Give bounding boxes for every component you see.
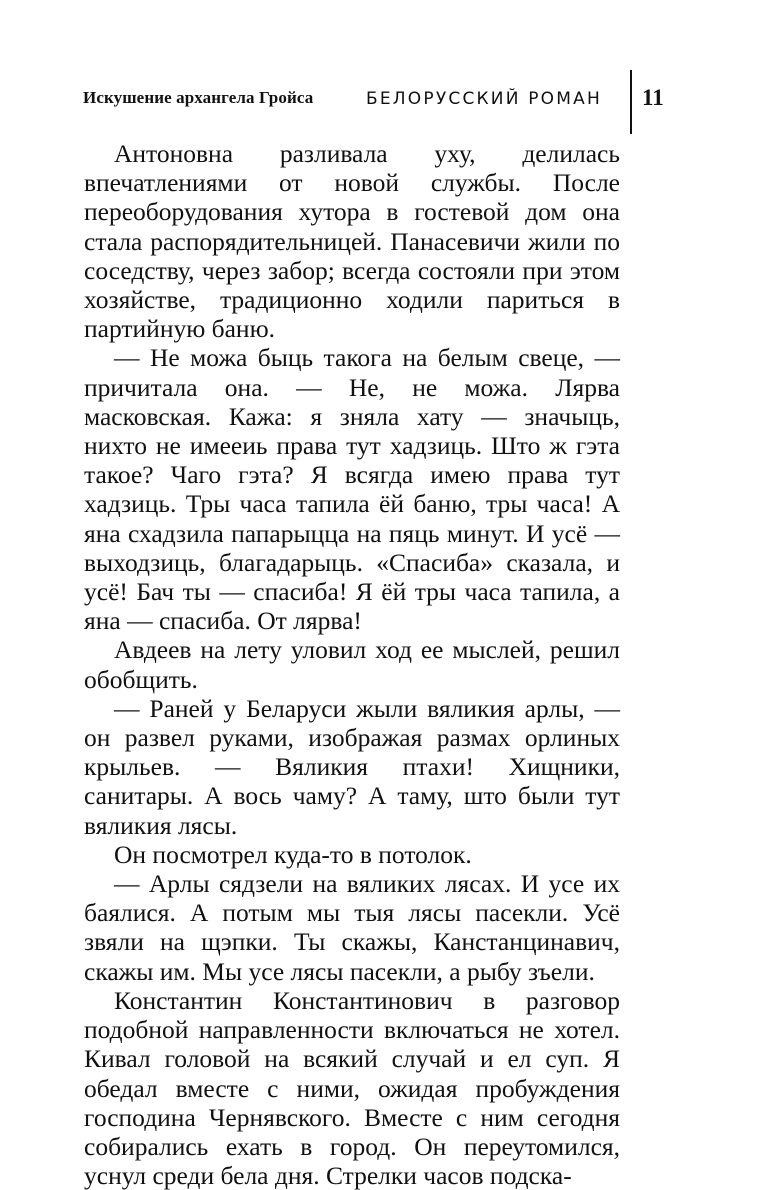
paragraph: — Раней у Беларуси жыли вяликия арлы, — он развел руками, изображая размах орлиных крыльев. — Вяликия птахи! Хищники, санитары. А вось чаму? А таму, што были тут вяликия лясы. [84,693,620,840]
running-title: Искушение архангела Гройса [83,88,314,107]
series-title: БЕЛОРУССКИЙ РОМАН [366,89,602,109]
page-header [0,0,768,140]
paragraph: Он посмотрел куда-то в потолок. [114,839,472,869]
body-text [84,139,620,1190]
header-divider [630,70,632,134]
paragraph: — Арлы сядзели на вяликих лясах. И усе их баялися. А потым мы тыя лясы пасекли. Усё звяли на щэпки. Ты скажы, Канстанцинавич, скажы им. Мы усе лясы пасекли, а рыбу зъели. [84,869,620,986]
paragraph: Антоновна разливала уху, делилась впечатлениями от новой службы. После переоборудования хутора в гостевой дом она стала распорядительницей. Панасевичи жили по соседству, через забор; всегда состояли при этом хозяйстве, традиционно ходили париться в партийную баню. [84,139,620,344]
paragraph: Авдеев на лету уловил ход ее мыслей, решил обобщить. [84,635,620,694]
paragraph: Константин Константинович в разговор подобной направленности включаться не хотел. Кивал головой на всякий случай и ел суп. Я обедал вместе с ними, ожидая пробуждения господина Чернявского. Вместе с ним сегодня собирались ехать в город. Он переутомился, уснул среди бела дня. Стрелки часов подска- [84,985,620,1190]
paragraph: — Не можа быць такога на белым свеце, — причитала она. — Не, не можа. Лярва масковская. Кажа: я зняла хату — значыць, нихто не имееиь права тут хадзиць. Што ж гэта такое? Чаго гэта? Я всягда имею права тут хадзиць. Тры часа тапила ёй баню, тры часа! А яна схадзила папарыцца на пяць минут. И усё — выходзиць, благадарыць. «Спасиба» сказала, и усё! Бач ты — спасиба! Я ёй тры часа тапила, а яна — спасиба. От лярва! [84,343,620,636]
page-number: 11 [642,85,664,110]
